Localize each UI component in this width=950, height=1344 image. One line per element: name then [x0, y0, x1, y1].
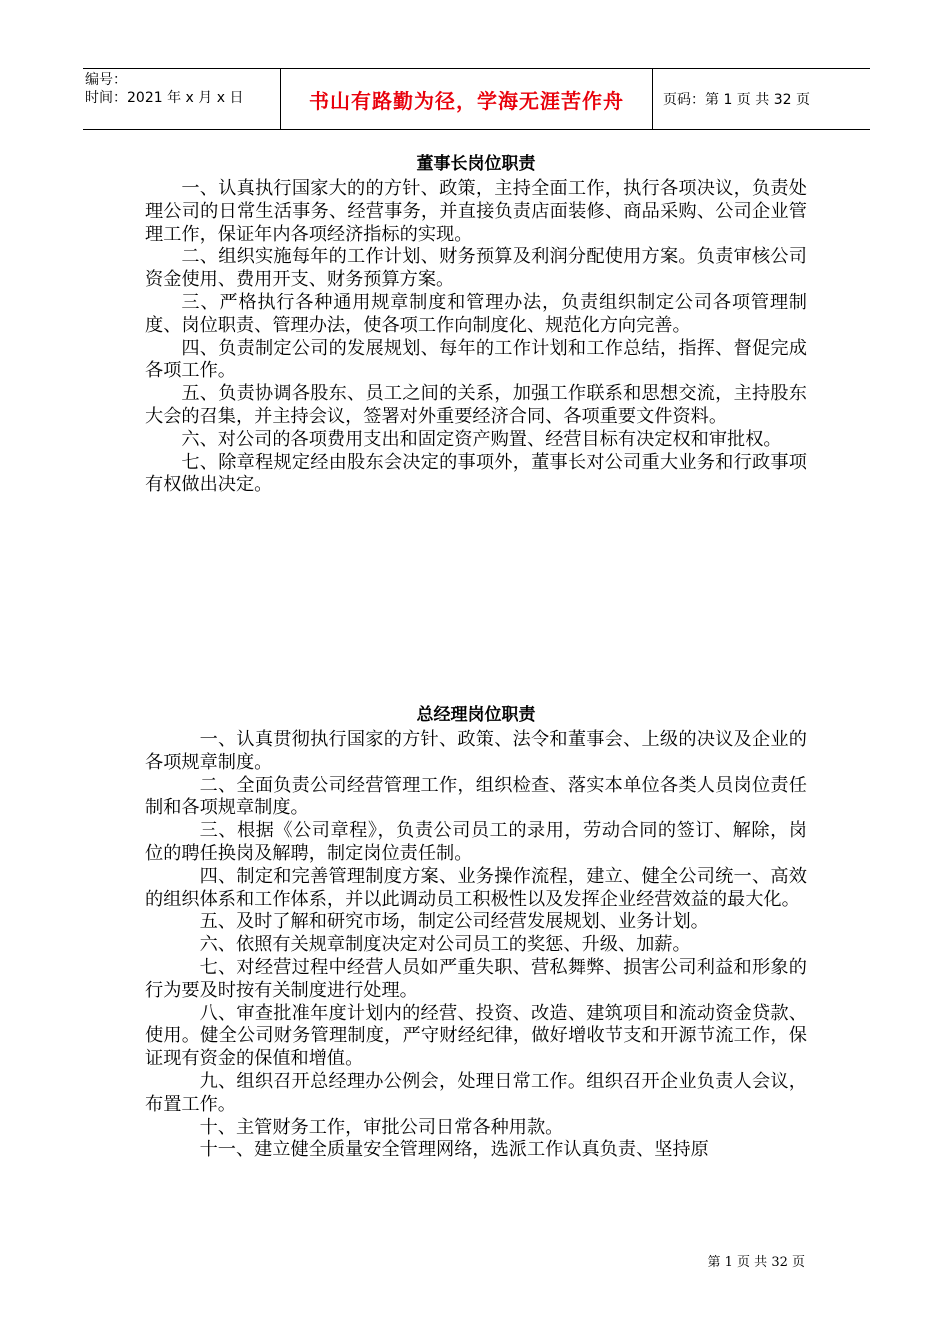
page-footer: 第 1 页 共 32 页	[707, 1255, 805, 1270]
section-general-manager-duties	[145, 703, 807, 1162]
header-motto: 书山有路勤为径，学海无涯苦作舟	[281, 69, 653, 129]
paragraph: 二、组织实施每年的工作计划、财务预算及利润分配使用方案。负责审核公司资金使用、费用开支、财务预算方案。	[145, 246, 807, 291]
paragraph: 六、对公司的各项费用支出和固定资产购置、经营目标有决定权和审批权。	[181, 428, 782, 450]
paragraph: 五、负责协调各股东、员工之间的关系，加强工作联系和思想交流，主持股东大会的召集，并主持会议，签署对外重要经济合同、各项重要文件资料。	[145, 383, 807, 427]
paragraph: 九、组织召开总经理办公例会，处理日常工作。组织召开企业负责人会议，布置工作。	[145, 1070, 807, 1115]
paragraph: 三、严格执行各种通用规章制度和管理办法，负责组织制定公司各项管理制度、岗位职责、管理办法，使各项工作向制度化、规范化方向完善。	[145, 291, 807, 336]
header-meta	[83, 69, 281, 129]
paragraph: 五、及时了解和研究市场，制定公司经营发展规划、业务计划。	[199, 911, 709, 933]
section-chairman-duties	[145, 152, 807, 497]
paragraph: 七、除章程规定经由股东会决定的事项外，董事长对公司重大业务和行政事项有权做出决定。	[145, 451, 807, 496]
header-page-number: 页码：第 1 页 共 32 页	[663, 92, 810, 108]
page-header	[83, 68, 870, 130]
document-date-label: 时间：2021 年 x 月 x 日	[85, 90, 244, 106]
paragraph: 六、依照有关规章制度决定对公司员工的奖惩、升级、加薪。	[199, 934, 691, 956]
document-number-label: 编号：	[85, 72, 127, 88]
paragraph: 四、制定和完善管理制度方案、业务操作流程，建立、健全公司统一、高效的组织体系和工作体系，并以此调动员工积极性以及发挥企业经营效益的最大化。	[145, 865, 807, 910]
paragraph: 十一、建立健全质量安全管理网络，选派工作认真负责、坚持原	[199, 1139, 709, 1161]
paragraph: 四、负责制定公司的发展规划、每年的工作计划和工作总结，指挥、督促完成各项工作。	[145, 337, 807, 382]
paragraph: 二、全面负责公司经营管理工作，组织检查、落实本单位各类人员岗位责任制和各项规章制度。	[145, 774, 807, 819]
paragraph: 一、认真贯彻执行国家的方针、政策、法令和董事会、上级的决议及企业的各项规章制度。	[145, 729, 807, 773]
paragraph: 三、根据《公司章程》，负责公司员工的录用，劳动合同的签订、解除，岗位的聘任换岗及解聘，制定岗位责任制。	[145, 820, 807, 864]
section-title: 董事长岗位职责	[416, 154, 536, 174]
paragraph: 七、对经营过程中经营人员如严重失职、营私舞弊、损害公司利益和形象的行为要及时按有关制度进行处理。	[145, 956, 807, 1001]
section-title: 总经理岗位职责	[416, 705, 536, 725]
paragraph: 八、审查批准年度计划内的经营、投资、改造、建筑项目和流动资金贷款、使用。健全公司财务管理制度，严守财经纪律，做好增收节支和开源节流工作，保证现有资金的保值和增值。	[145, 1002, 807, 1070]
paragraph: 一、认真执行国家大的的方针、政策，主持全面工作，执行各项决议，负责处理公司的日常生活事务、经营事务，并直接负责店面装修、商品采购、公司企业管理工作，保证年内各项经济指标的实现。	[145, 178, 807, 245]
paragraph: 十、主管财务工作，审批公司日常各种用款。	[199, 1116, 564, 1138]
